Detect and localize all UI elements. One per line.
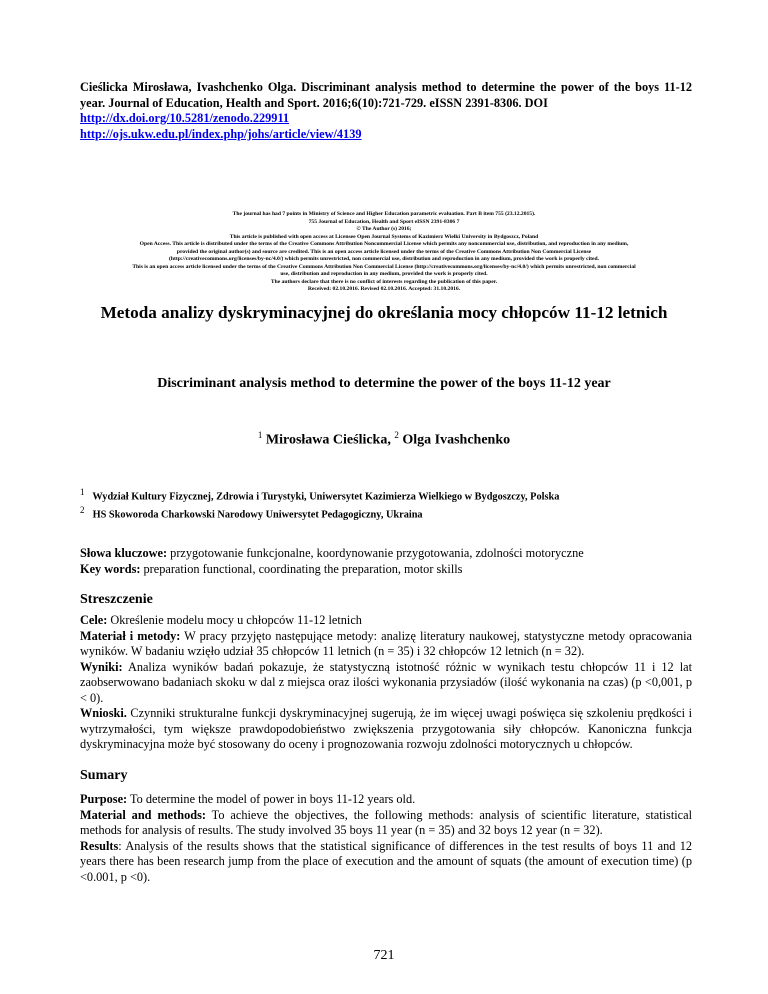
abstract-en-heading: Sumary [80, 768, 128, 783]
author-name: Mirosława Cieślicka, [265, 432, 391, 448]
article-link[interactable]: http://ojs.ukw.edu.pl/index.php/johs/article/view/4139 [80, 126, 362, 141]
paragraph-label: Results [80, 838, 119, 853]
keywords-en-text: preparation functional, coordinating the preparation, motor skills [140, 561, 463, 576]
abstract-en-body [80, 792, 692, 885]
paragraph-text: To achieve the objectives, the following methods: analysis of scientific literature, statistical methods for analysis of results. The study involved 35 boys 11 year (n = 35) and 32 boys 12 year (n = 32). [80, 807, 692, 837]
affiliation-text: Wydział Kultury Fizycznej, Zdrowia i Turystyki, Uniwersytet Kazimierza Wielkiego w Bydgoszczy, Polska [92, 491, 560, 503]
abstract-paragraph [80, 808, 692, 839]
abstract-paragraph [80, 613, 692, 629]
paragraph-label: Material and methods: [80, 807, 206, 822]
license-line: provided the original author(s) and source are credited. This is an open access article licensed under the terms of the Creative Commons Attribution Non Commercial License [176, 248, 592, 255]
license-line: use, distribution and reproduction in any medium, provided the work is properly cited. [280, 271, 488, 277]
author-sup: 2 [394, 430, 399, 440]
affiliation-number: 2 [80, 505, 85, 515]
paragraph-label: Cele: [80, 613, 108, 627]
license-line: This is an open access article licensed under the terms of the Creative Commons Attribution Non Commercial License (http://creativecommons.org/licenses/by-nc/4.0/) which permits unrestricted, non commercial [132, 263, 636, 270]
abstract-paragraph [80, 839, 692, 886]
affiliation-2 [80, 504, 700, 521]
abstract-paragraph [80, 660, 692, 707]
license-line: The authors declare that there is no conflict of interests regarding the publication of this paper. [270, 278, 498, 285]
license-line: The journal has had 7 points in Ministry of Science and Higher Education parametric evaluation. Part B item 755 (23.12.2015). [232, 211, 536, 217]
paragraph-label: Materiał i metody: [80, 628, 181, 643]
affiliation-number: 1 [80, 487, 85, 497]
license-block [46, 211, 722, 294]
doi-link[interactable]: http://dx.doi.org/10.5281/zenodo.229911 [80, 111, 290, 126]
paragraph-text: Analiza wyników badań pokazuje, że statystyczną istotność różnic w wynikach testu chłopców 11 i 12 lat zaobserwowano badaniach skoku w dal z miejsca oraz ilości wykonania przysiadów (ilość wykonania na czas) (p <0,001, p < 0). [80, 659, 692, 705]
keywords-pl-text: przygotowanie funkcjonalne, koordynowanie przygotowania, zdolności motoryczne [167, 546, 584, 560]
paragraph-text: Czynniki strukturalne funkcji dyskryminacyjnej sugerują, że im więcej uwagi poświęca się szkoleniu prędkości i wytrzymałości, tym większe prawdopodobieństwo zwiększenia przygotowania siły chłopców. Kanoniczna funkcja dyskryminacyjna może być stosowany do oceny i prognozowania rozwoju zdolności motorycznych u chłopców. [80, 706, 692, 751]
paragraph-text: Określenie modelu mocy u chłopców 11-12 letnich [107, 613, 362, 627]
affiliation-1 [80, 486, 700, 503]
title-polish: Metoda analizy dyskryminacyjnej do określania mocy chłopców 11-12 letnich [100, 303, 668, 322]
abstract-paragraph [80, 706, 692, 753]
authors-line [0, 426, 768, 450]
author-sup: 1 [257, 430, 263, 440]
keywords-pl-label: Słowa kluczowe: [80, 546, 168, 560]
keywords-block [80, 546, 692, 577]
author-name: Olga Ivashchenko [402, 432, 511, 448]
title-english: Discriminant analysis method to determine the power of the boys 11-12 year [157, 376, 611, 391]
license-line: Open Access. This article is distributed under the terms of the Creative Commons Attribution Noncommercial License which permits any noncommercial use, distribution, and reproduction in any medium, [139, 241, 629, 247]
license-line: This article is published with open access at Licensee Open Journal Systems of Kazimierz Wielki University in Bydgoszcz, Poland [229, 233, 539, 240]
paragraph-label: Purpose: [80, 792, 128, 806]
abstract-pl-body [80, 613, 692, 753]
paragraph-label: Wnioski. [80, 706, 127, 720]
paragraph-label: Wyniki: [80, 659, 123, 674]
abstract-paragraph [80, 792, 692, 808]
page-number: 721 [373, 948, 395, 963]
citation-block [80, 80, 692, 142]
abstract-paragraph [80, 629, 692, 660]
affiliation-text: HS Skoworoda Charkowski Narodowy Uniwersytet Pedagogiczny, Ukraina [92, 509, 423, 521]
license-line: (http://creativecommons.org/licenses/by-nc/4.0/) which permits unrestricted, non commercial use, distribution and reproduction in any medium, provided the work is properly cited. [169, 256, 599, 262]
paragraph-text: To determine the model of power in boys 11-12 years old. [127, 792, 416, 806]
paragraph-text: : Analysis of the results shows that the statistical significance of differences in the test results of boys 11 and 12 years there has been research jump from the place of execution and the amount of squats (the amount of execution time) (p <0.001, p <0). [80, 838, 692, 884]
license-line: Received: 02.10.2016. Revised 02.10.2016. Accepted: 31.10.2016. [307, 286, 461, 292]
citation-text: Cieślicka Mirosława, Ivashchenko Olga. Discriminant analysis method to determine the power of the boys 11-12 year. Journal of Education, Health and Sport. 2016;6(10):721-729. eISSN 2391-8306. DOI [80, 80, 692, 110]
paragraph-text: W pracy przyjęto następujące metody: analizę literatury naukowej, statystyczne metody opracowania wyników. W badaniu wzięło udział 35 chłopców 11 letnich (n = 35) i 32 chłopców 12 letnich (n = 32). [80, 628, 693, 658]
license-line: © The Author (s) 2016; [356, 226, 412, 232]
abstract-pl-heading: Streszczenie [80, 592, 153, 607]
license-line: 755 Journal of Education, Health and Sport eISSN 2391-8306 7 [308, 218, 460, 225]
keywords-en-label: Key words: [80, 561, 141, 576]
